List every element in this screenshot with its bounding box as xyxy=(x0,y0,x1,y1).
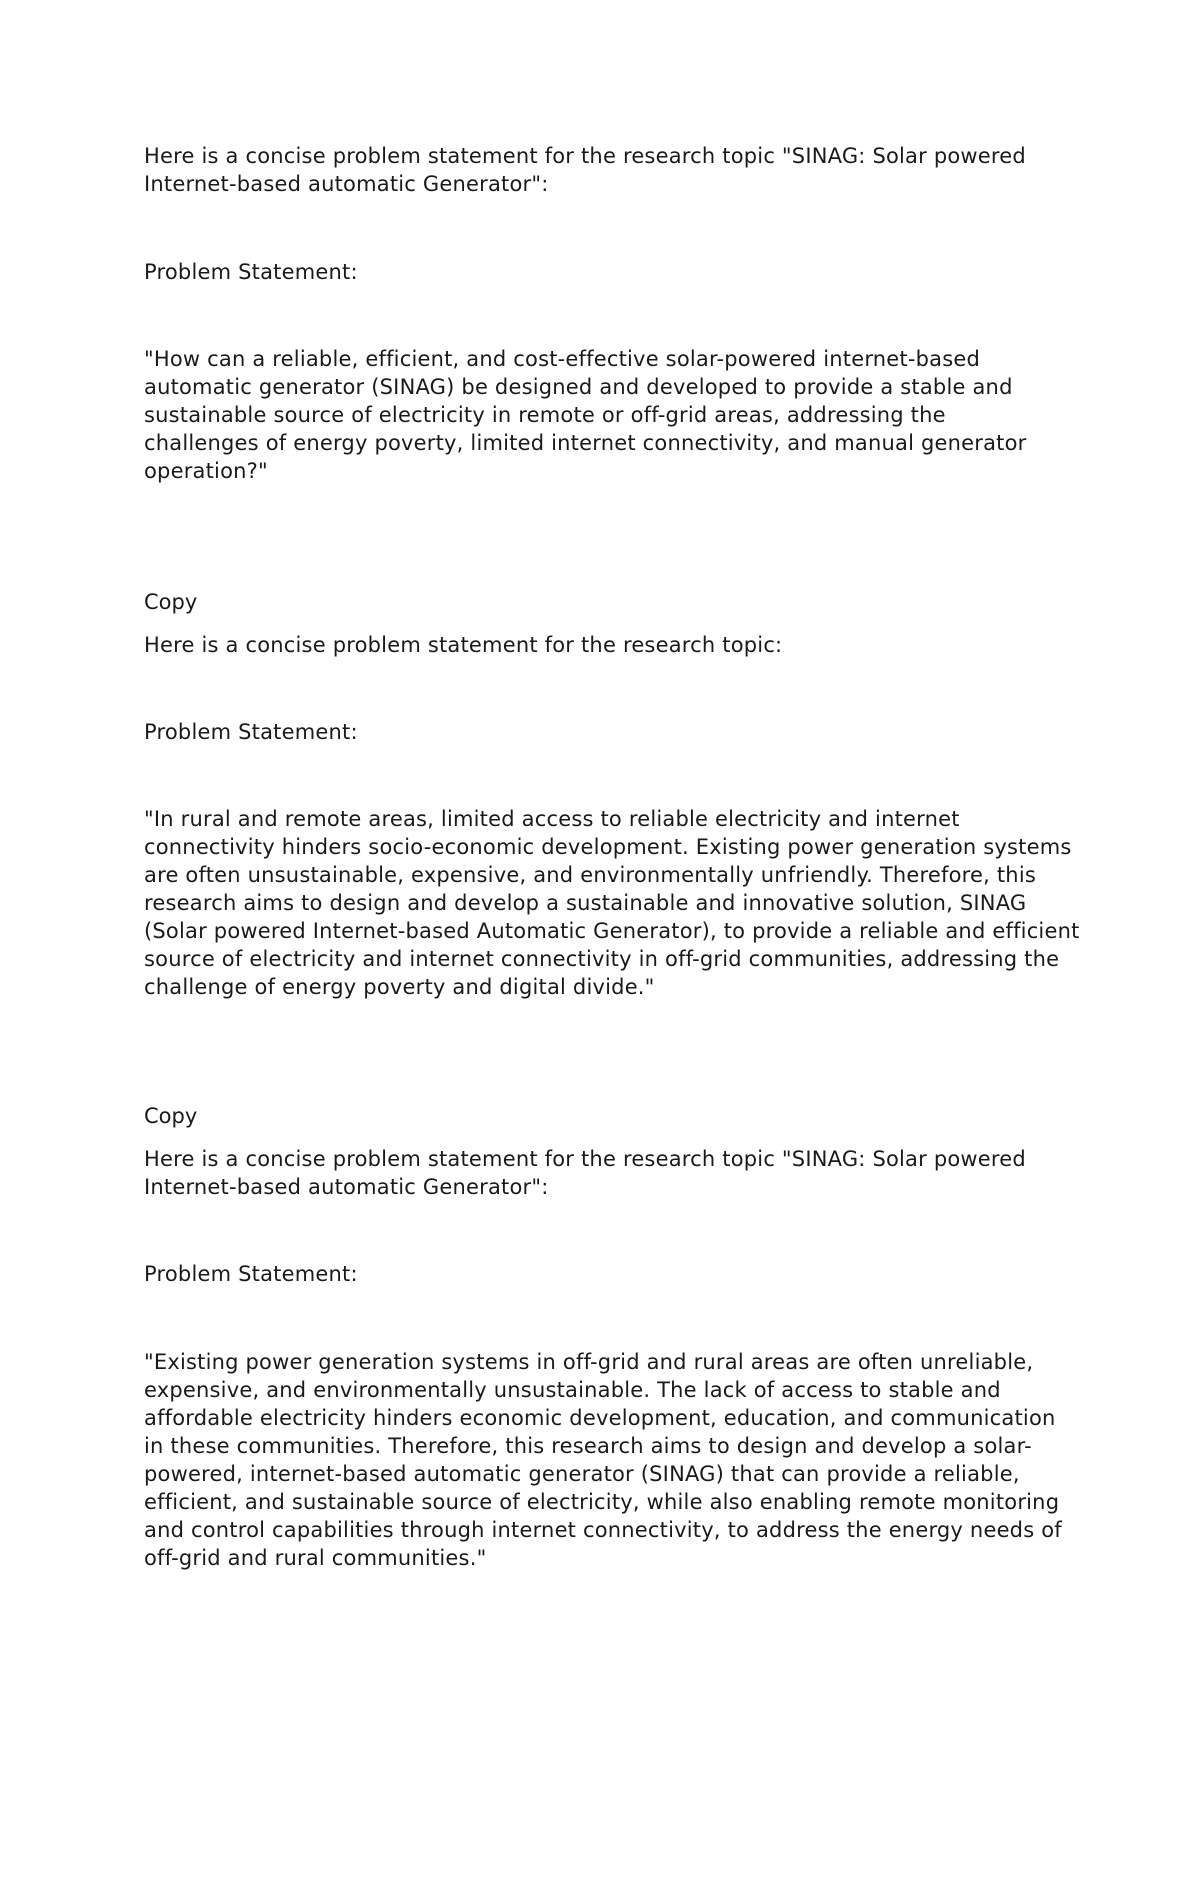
problem-statement-heading: Problem Statement: xyxy=(144,1262,358,1286)
problem-statement-text: "In rural and remote areas, limited access to reliable electricity and internet connectivity hinders socio-economic development. Existing power generation systems are often unsustainable, expensive, and environmentally unfriendly. Therefore, this research aims to design and develop a sustainable and innovative solution, SINAG (Solar powered Internet-based Automatic Generator), to provide a reliable and efficient source of electricity and internet connectivity in off-grid communities, addressing the challenge of energy poverty and digital divide." xyxy=(144,807,1080,999)
problem-statement-text: "Existing power generation systems in off-grid and rural areas are often unreliable, expensive, and environmentally unsustainable. The lack of access to stable and affordable electricity hinders economic development, education, and communication in these communities. Therefore, this research aims to design and develop a solar-powered, internet-based automatic generator (SINAG) that can provide a reliable, efficient, and sustainable source of electricity, while also enabling remote monitoring and control capabilities through internet connectivity, to address the energy needs of off-grid and rural communities." xyxy=(144,1350,1062,1570)
intro-paragraph: Here is a concise problem statement for the research topic "SINAG: Solar powered Internet-based automatic Generator": xyxy=(144,144,1026,196)
copy-label[interactable]: Copy xyxy=(144,590,198,614)
problem-statement-heading: Problem Statement: xyxy=(144,720,358,744)
intro-paragraph: Here is a concise problem statement for the research topic: xyxy=(144,633,783,657)
problem-statement-heading: Problem Statement: xyxy=(144,260,358,284)
copy-label[interactable]: Copy xyxy=(144,1104,198,1128)
problem-statement-text: "How can a reliable, efficient, and cost-effective solar-powered internet-based automatic generator (SINAG) be designed and developed to provide a stable and sustainable source of electricity in remote or off-grid areas, addressing the challenges of energy poverty, limited internet connectivity, and manual generator operation?" xyxy=(144,347,1027,483)
intro-paragraph: Here is a concise problem statement for the research topic "SINAG: Solar powered Internet-based automatic Generator": xyxy=(144,1147,1026,1199)
